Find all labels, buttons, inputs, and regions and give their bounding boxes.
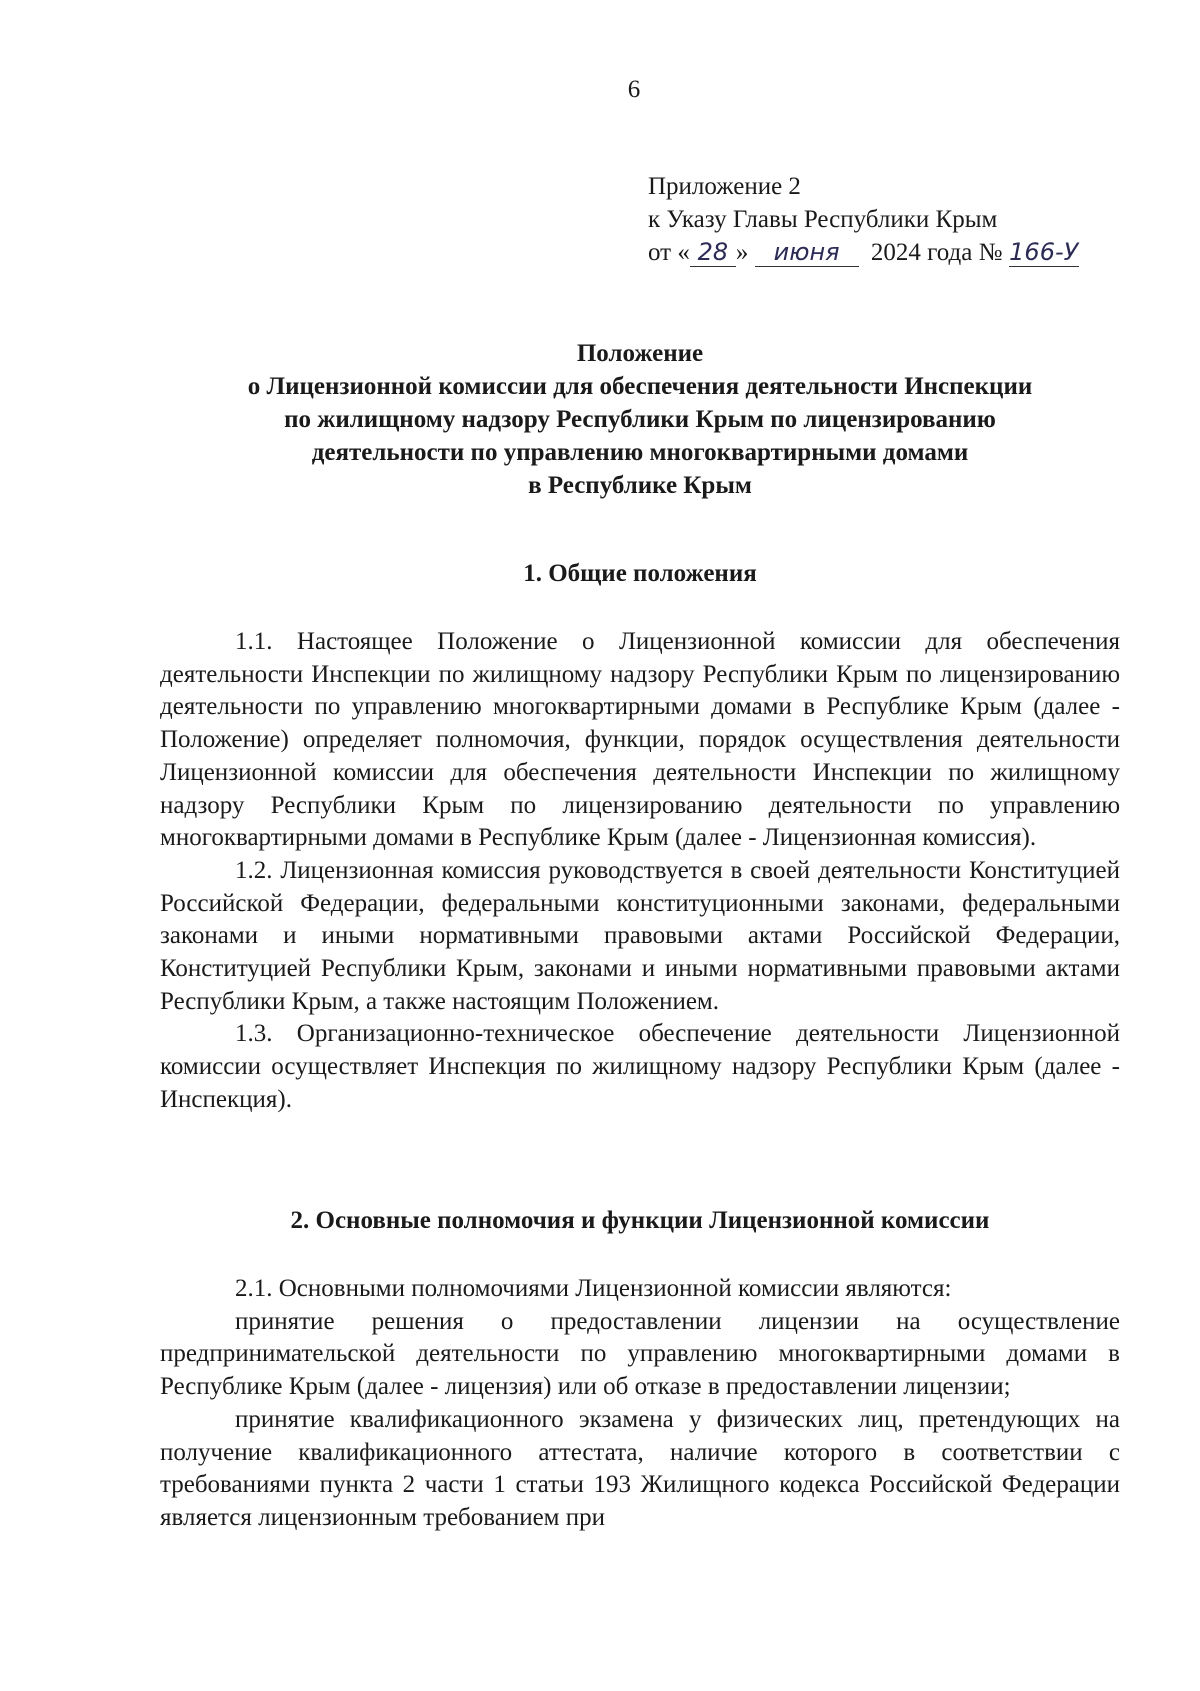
paragraph-1-1: 1.1. Настоящее Положение о Лицензионной комиссии для обеспечения деятельности Инспекции по жилищному надзору Республики Крым по лицензированию деятельности по управлению многоквартирными домами в Республике Крым (далее - Положение) определяет полномочия, функции, порядок осуществления деятельности Лицензионной комиссии для обеспечения деятельности Инспекции по жилищному надзору Республики Крым по лицензированию деятельности по управлению многоквартирными домами в Республике Крым (далее - Лицензионная комиссия).: [160, 628, 1120, 852]
title-line-1: Положение: [576, 340, 704, 367]
appendix-block: [648, 170, 1079, 269]
section-2-body: [160, 1273, 1120, 1535]
handwritten-month: июня: [755, 238, 859, 267]
section-2-heading: 2. Основные полномочия и функции Лицензионной комиссии: [290, 1207, 990, 1234]
page-number: 6: [627, 76, 641, 103]
date-prefix: от «: [648, 239, 690, 266]
paragraph-2-1-item-2: принятие квалификационного экзамена у физических лиц, претендующих на получение квалификационного аттестата, наличие которого в соответствии с требованиями пункта 2 части 1 статьи 193 Жилищного кодекса Российской Федерации является лицензионным требованием при: [160, 1405, 1120, 1531]
paragraph-2-1-item-1: принятие решения о предоставлении лицензии на осуществление предпринимательской деятельности по управлению многоквартирными домами в Республике Крым (далее - лицензия) или об отказе в предоставлении лицензии;: [160, 1307, 1120, 1401]
handwritten-day: 28: [690, 238, 736, 267]
title-line-4: деятельности по управлению многоквартирными домами: [311, 439, 969, 466]
paragraph-1-2: 1.2. Лицензионная комиссия руководствуется в своей деятельности Конституцией Российской Федерации, федеральными конституционными законами, федеральными законами и иными нормативными правовыми актами Российской Федерации, Конституцией Республики Крым, законами и иными нормативными правовыми актами Республики Крым, а также настоящим Положением.: [160, 856, 1120, 1015]
handwritten-decree-number: 166-У: [1009, 238, 1079, 266]
title-line-5: в Республике Крым: [528, 472, 752, 499]
appendix-date-line: [648, 236, 1079, 269]
paragraph-2-1: 2.1. Основными полномочиями Лицензионной комиссии являются:: [235, 1275, 952, 1302]
title-line-2: о Лицензионной комиссии для обеспечения деятельности Инспекции: [247, 373, 1033, 400]
appendix-line-2: к Указу Главы Республики Крым: [648, 206, 998, 233]
section-1-body: [160, 626, 1120, 1117]
paragraph-1-3: 1.3. Организационно-техническое обеспечение деятельности Лицензионной комиссии осуществляет Инспекция по жилищному надзору Республики Крым (далее - Инспекция).: [160, 1020, 1120, 1113]
section-1-heading: 1. Общие положения: [523, 560, 757, 587]
appendix-line-1: Приложение 2: [648, 173, 801, 200]
title-line-3: по жилищному надзору Республики Крым по лицензированию: [284, 406, 996, 433]
document-title: [160, 337, 1120, 502]
date-mid: »: [735, 239, 749, 266]
date-year: 2024 года №: [870, 239, 1003, 266]
